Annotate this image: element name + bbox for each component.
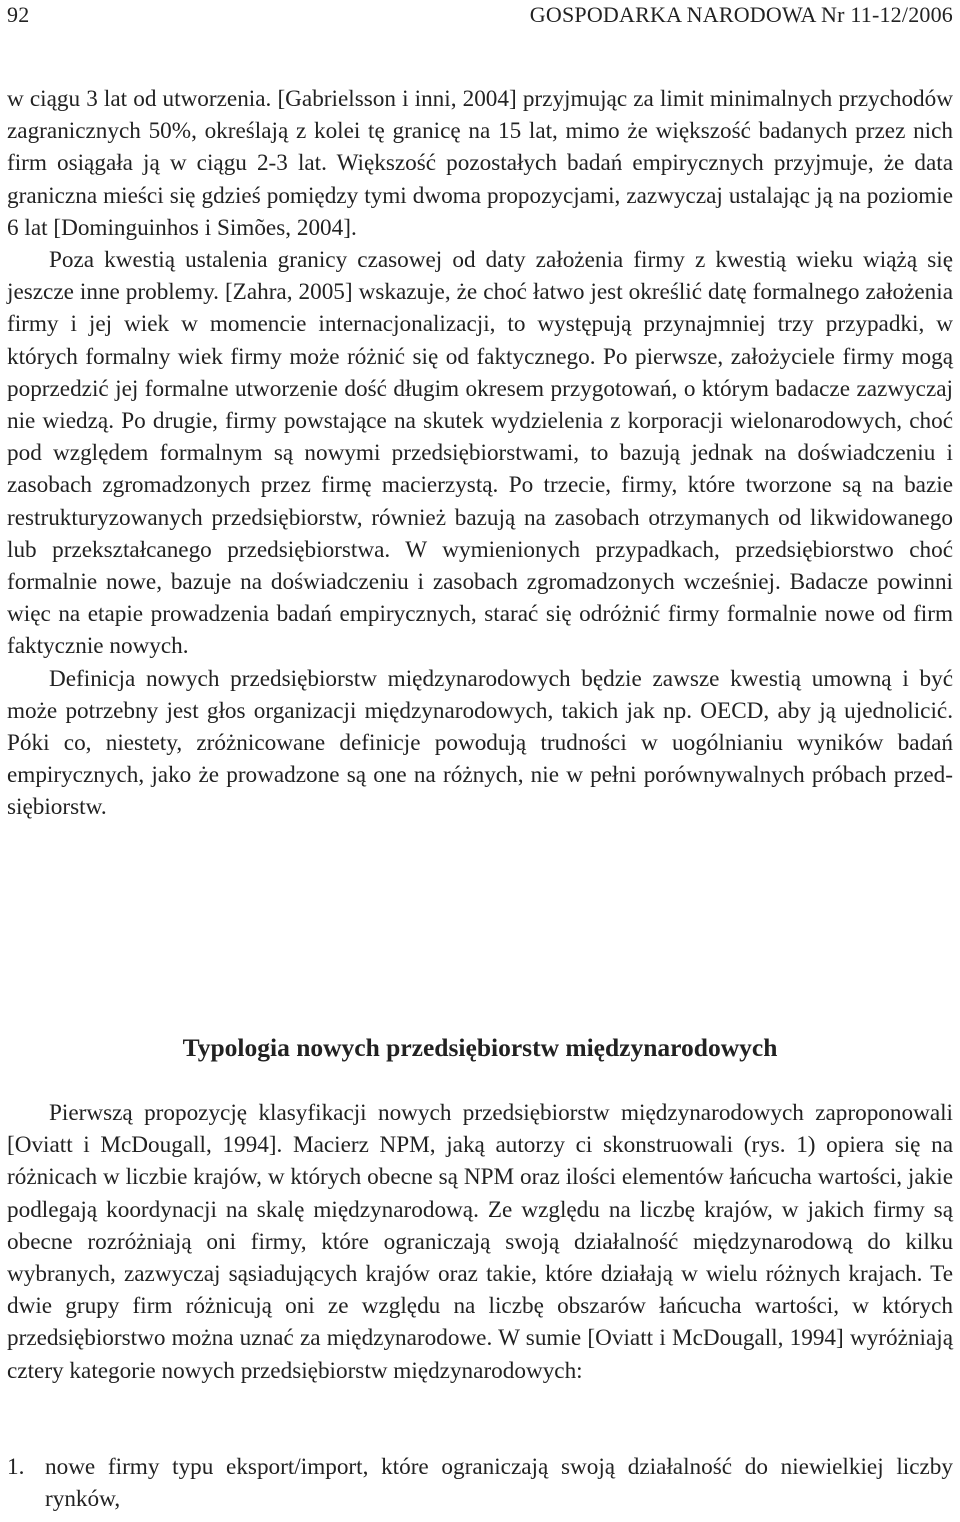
paragraph-4: Pierwszą propozycję klasyfikacji nowych przedsiębiorstw międzynarodowych zaproponowali [Oviatt i McDougall, 1994]. Macierz NPM, jaką autorzy ci skonstruowali (rys. 1) opiera się na różnicach w liczbie krajów, w których obecne są NPM oraz ilości elementów łańcucha wartości, jakie podlegają koordynacji na skalę międzynarodową. Ze względu na liczbę krajów, w jakich firmy są obecne rozróżniają oni firmy, które ograniczają swoją działalność międzynarodową do kilku wybranych, zazwyczaj sąsiadujących krajów oraz takie, które działają w wielu różnych krajach. Te dwie grupy firm różnicują oni ze względu na liczbę obszarów łańcucha wartości, w których przedsiębiorstwo można uznać za międzynarodowe. W sumie [Oviatt i McDougall, 1994] wyróżniają cztery kategorie nowych przedsiębiorstw międzynarodowych: (7, 1100, 953, 1384)
journal-title: GOSPODARKA NARODOWA Nr 11-12/2006 (529, 2, 953, 27)
paragraph-3: Definicja nowych przedsiębiorstw międzynarodowych będzie zawsze kwestią umowną i być może potrzebny jest głos organizacji międzynarodowych, takich jak np. OECD, aby ją ujednolicić. Póki co, niestety, zróżnicowane definicje powodują trudności w uogólnianiu wyników badań empirycznych, jako że prowadzone są one na różnych, nie w pełni porównywalnych próbach przedsiębiorstw. (7, 665, 953, 821)
section-heading: Typologia nowych przedsiębiorstw międzynarodowych (182, 1033, 778, 1062)
running-header (7, 0, 953, 30)
list-item-text: nowe firmy typu eksport/import, które ograniczają swoją działalność do niewielkiej liczby rynków, (45, 1454, 953, 1513)
paragraph-2: Poza kwestią ustalenia granicy czasowej od daty założenia firmy z kwestią wieku wiążą się jeszcze inne problemy. [Zahra, 2005] wskazuje, że choć łatwo jest określić datę formalnego założenia firmy i jej wiek w momencie internacjonalizacji, to występują przynajmniej trzy przypadki, w których formalny wiek firmy może różnić się od faktycznego. Po pierwsze, założyciele firmy mogą poprzedzić jej formalne utworzenie dość długim okresem przygotowań, o którym badacze zazwyczaj nie wiedzą. Po drugie, firmy powstające na skutek wydzielenia z korporacji wielonarodowych, choć pod względem formalnym są nowymi przedsiębiorstwami, to bazują jednak na doświadczeniu i zasobach zgromadzonych przez firmę macierzystą. Po trzecie, firmy, które tworzone są na bazie restrukturyzowanych przedsiębiorstw, również bazują na zasobach otrzymanych od likwidowanego lub przekształcanego przedsiębiorstwa. W wymienionych przypadkach, przedsiębiorstwo choć formalnie nowe, bazuje na doświadczeniu i zasobach zgromadzonych wcześniej. Badacze powinni więc na etapie prowadzenia badań empirycznych, starać się odróżnić firmy formalnie nowe od firm faktycznie nowych. (7, 247, 953, 660)
page-number: 92 (7, 2, 30, 27)
body-text-after-heading (7, 1097, 953, 1387)
list-item (7, 1451, 953, 1515)
list-marker: 1. (7, 1454, 25, 1480)
body-text-before-heading (7, 83, 953, 824)
paragraph-1: w ciągu 3 lat od utworzenia. [Gabrielsson i inni, 2004] przyjmując za limit minimalnych przychodów zagranicznych 50%, określają z kolei tę granicę na 15 lat, mimo że większość badanych przez nich firm osiągała ją w ciągu 2-3 lat. Większość pozostałych badań empirycznych przyjmuje, że data graniczna mieści się gdzieś pomiędzy tymi dwoma propozycjami, zazwyczaj ustalając ją na poziomie 6 lat [Dominguinhos i Simões, 2004]. (7, 86, 953, 241)
